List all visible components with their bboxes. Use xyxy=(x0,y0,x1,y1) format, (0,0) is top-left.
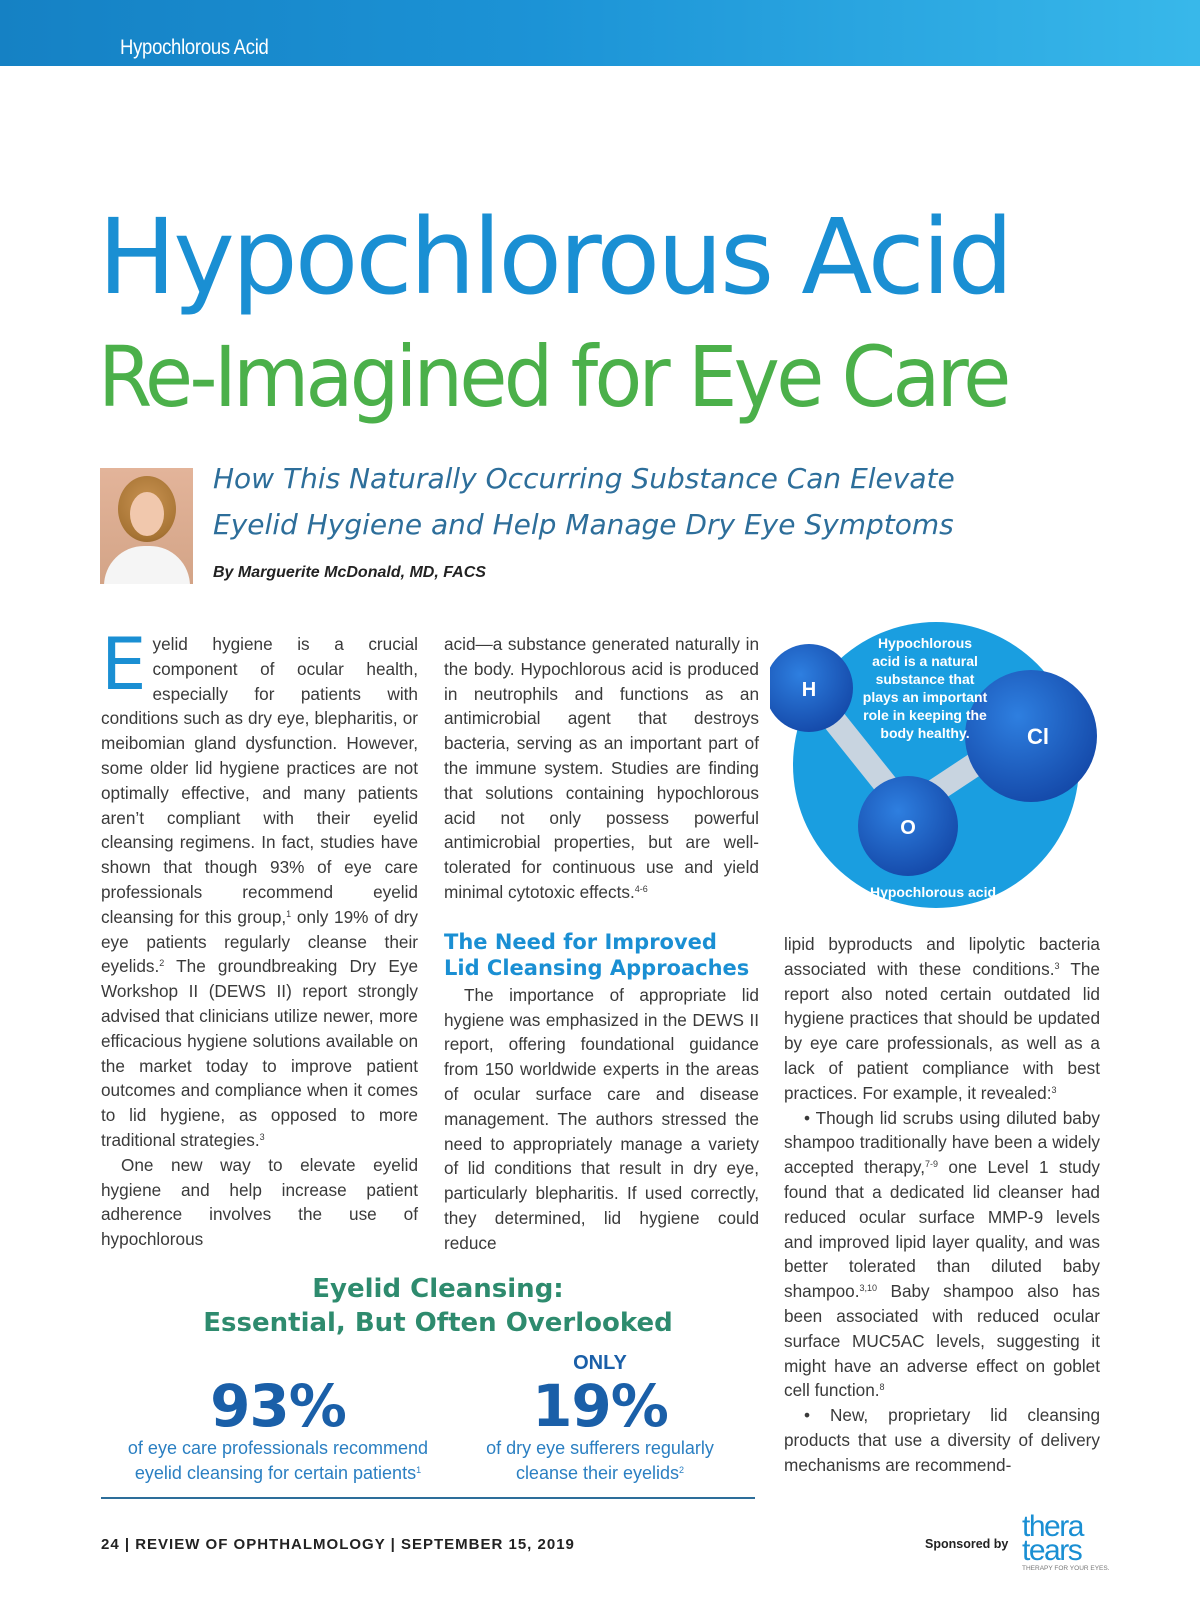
atom-cl-label: Cl xyxy=(1027,724,1049,749)
section-heading: The Need for Improved Lid Cleansing Approaches xyxy=(444,929,750,980)
diagram-caption: Hypochlorous acid xyxy=(869,884,997,900)
paragraph: The importance of appropriate lid hygiene was emphasized in the DEWS II report, offering foundational guidance from 150 worldwide experts in the areas of ocular surface care and disease management. The authors stressed the need to appropriately manage a variety of lid conditions that result in dry eye, particularly blepharitis. If used correctly, they determined, lid hygiene could reduce xyxy=(444,984,759,1253)
byline: By Marguerite McDonald, MD, FACS xyxy=(213,564,486,581)
atom-o-label: O xyxy=(900,817,916,839)
article-column-3 xyxy=(784,932,1100,1478)
stat2-value: 19% xyxy=(532,1372,668,1440)
atom-h-label: H xyxy=(801,679,817,701)
page-title: Hypochlorous Acid xyxy=(98,196,1011,318)
callout-title: Eyelid Cleansing: Essential, But Often Overlooked xyxy=(203,1274,673,1338)
page-title-secondary: Re-Imagined for Eye Care xyxy=(98,328,1008,426)
article-column-1 xyxy=(101,622,419,1252)
sponsor-label: Sponsored by xyxy=(925,1537,1009,1551)
paragraph: One new way to elevate eyelid hygiene and help increase patient adherence involves the use of hypochlorous xyxy=(101,1154,418,1250)
drop-cap: E xyxy=(101,622,147,706)
stat1-value: 93% xyxy=(210,1372,346,1440)
callout-divider xyxy=(101,1497,755,1499)
article-column-2 xyxy=(444,632,759,1256)
paragraph: acid—a substance generated naturally in the body. Hypochlorous acid is produced in neutrophils and functions as an antimicrobial agent that destroys bacteria, serving as an important part of the immune system. Studies are finding that solutions containing hypochlorous acid not only possess powerful antimicrobial properties, but are well-tolerated for continuous use and yield minimal cytotoxic effects.$^{4-6}$ xyxy=(444,634,759,902)
sponsor-logo: thera tears THERAPY FOR YOUR EYES. xyxy=(1022,1510,1110,1572)
bullet-item: • New, proprietary lid cleansing products that use a diversity of delivery mechanisms are recommend- xyxy=(784,1405,1100,1475)
subtitle-line-2: Eyelid Hygiene and Help Manage Dry Eye Symptoms xyxy=(213,508,954,541)
section-label: Hypochlorous Acid xyxy=(120,36,269,59)
stat2-prefix: ONLY xyxy=(573,1352,627,1374)
stat2-description: of dry eye sufferers regularly cleanse their eyelids$^2$ xyxy=(486,1438,714,1483)
header-bar xyxy=(0,0,1200,66)
subtitle-line-1: How This Naturally Occurring Substance Can Elevate xyxy=(213,462,955,495)
page-footer: 24 | REVIEW OF OPHTHALMOLOGY | SEPTEMBER 15, 2019 xyxy=(101,1536,575,1553)
diagram-description-line: plays an important xyxy=(862,689,988,705)
diagram-description-line: acid is a natural xyxy=(872,653,978,669)
diagram-description-line: Hypochlorous xyxy=(877,635,973,651)
paragraph: Eyelid hygiene is a crucial component of ocular health, especially for patients with conditions such as dry eye, blepharitis, or meibomian gland dysfunction. However, some older lid hygiene practices are not optimally effective, and many patients aren’t compliant with their eyelid cleansing regimens. In fact, studies have shown that though 93% of eye care professionals recommend eyelid cleansing for this group,$^1$ only 19% of dry eye patients regularly cleanse their eyelids.$^2$ The groundbreaking Dry Eye Workshop II (DEWS II) report strongly advised that clinicians utilize newer, more efficacious hygiene solutions available on the market today to improve patient outcomes and compliance when it comes to lid hygiene, as opposed to more traditional strategies.$^3$ xyxy=(101,622,419,1150)
paragraph: lipid byproducts and lipolytic bacteria associated with these conditions.$^3$ The report also noted certain outdated lid hygiene practices that should be updated by eye care professionals, as well as a lack of patient compliance with best practices. For example, it revealed:$^3$ xyxy=(784,934,1100,1103)
stat1-description: of eye care professionals recommend eyelid cleansing for certain patients$^1$ xyxy=(127,1438,429,1483)
author-photo xyxy=(100,468,193,584)
diagram-description-line: body healthy. xyxy=(880,725,970,741)
bullet-item: • Though lid scrubs using diluted baby shampoo traditionally have been a widely accepted therapy,$^{7-9}$ one Level 1 study found that a dedicated lid cleanser had reduced ocular surface MMP-9 levels and improved lipid layer quality, and was better tolerated than diluted baby shampoo.$^{3,10}$ Baby shampoo also has been associated with reduced ocular surface MUC5AC levels, suggesting it might have an adverse effect on goblet cell function.$^8$ xyxy=(784,1107,1100,1401)
diagram-description-line: substance that xyxy=(875,671,975,687)
molecule-diagram xyxy=(770,620,1102,910)
diagram-description-line: role in keeping the xyxy=(863,707,987,723)
